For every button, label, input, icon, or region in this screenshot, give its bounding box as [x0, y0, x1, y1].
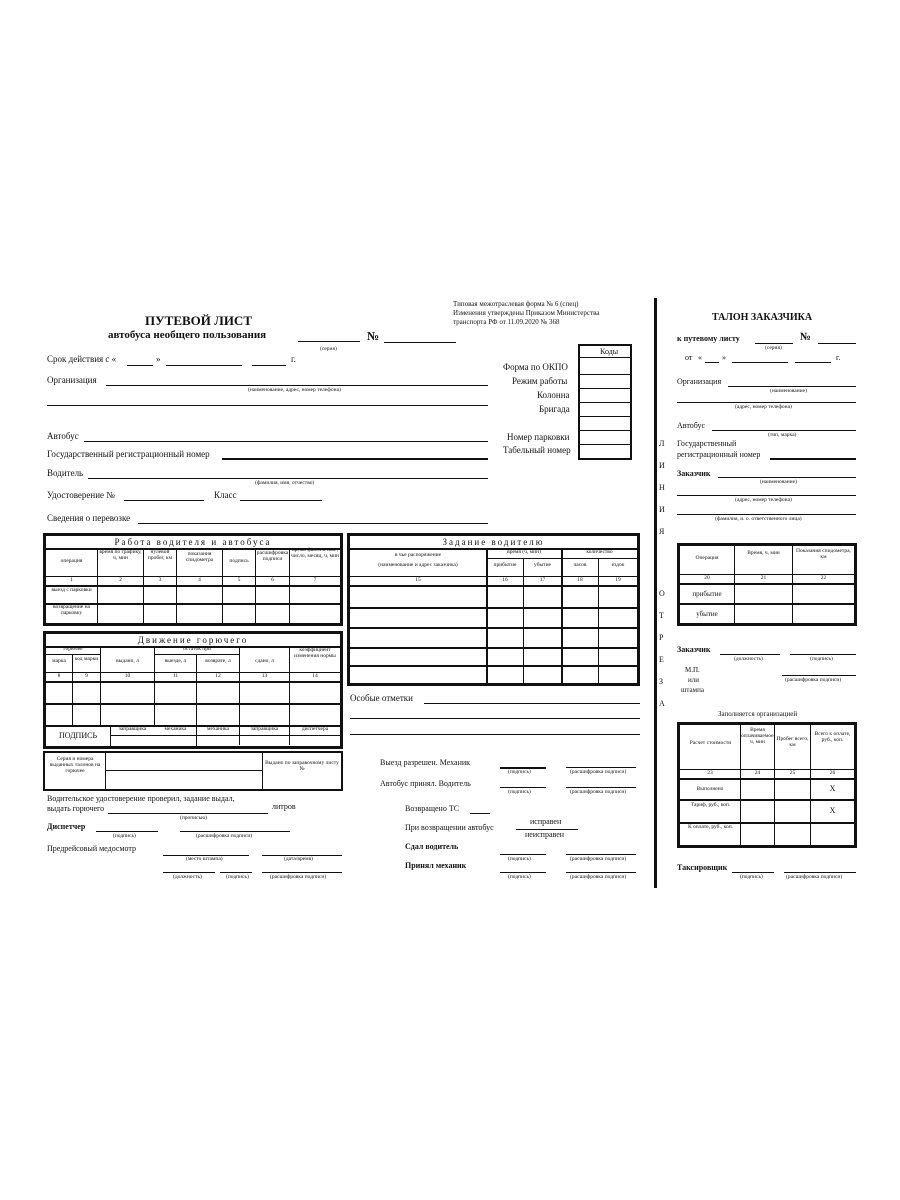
liters-label: литров — [272, 802, 296, 811]
talon-x-tariff: X — [829, 806, 836, 815]
check-text-2: выдать горючего — [47, 804, 105, 813]
talon-customer: Заказчик — [677, 469, 711, 478]
driver-line — [88, 478, 488, 479]
talon-calc-table — [677, 722, 857, 848]
page-subtitle: автобуса необщего пользования — [108, 329, 267, 341]
talon-taxer-sign-line — [732, 872, 774, 873]
codes-box — [578, 344, 632, 460]
talon-customer-name-hint: (наименование) — [760, 479, 797, 485]
talon-bus-hint: (тип, марка) — [768, 432, 797, 438]
talon-bus: Автобус — [677, 421, 706, 430]
cut-letter-5: Я — [659, 527, 665, 536]
medical-decrypt-hint: (расшифровка подписи) — [270, 874, 327, 880]
notes-line-3 — [350, 734, 640, 735]
transport-info-line — [138, 523, 488, 524]
check-text-1: Водительское удостоверение проверил, задание выдал, — [47, 794, 235, 803]
talon-customer-sign-line — [790, 654, 856, 655]
validity-day-line — [127, 365, 153, 366]
cut-letter-3: Н — [659, 483, 665, 492]
returned-line — [470, 813, 490, 814]
class-label: Класс — [214, 490, 237, 500]
talon-reg-line — [770, 458, 856, 460]
talon-decrypt-hint: (расшифровка подписи) — [785, 677, 842, 683]
task-col-time: время (ч, мин) — [507, 549, 541, 555]
work-row-return: возвращение на парковку — [52, 604, 91, 616]
talon-col-time: Время, ч, мин — [747, 550, 780, 556]
place-hint: (место штампа) — [186, 856, 223, 862]
talon-taxer-sign-hint: (подпись) — [740, 874, 763, 880]
talon-day-line — [705, 362, 719, 363]
bus-line — [84, 441, 488, 442]
talon-row-arrive: прибытие — [692, 590, 722, 598]
talon-reg-1: Государственный — [677, 439, 737, 448]
exit-sign-hint: (подпись) — [508, 769, 531, 775]
park-number-label: Номер парковки — [507, 432, 570, 442]
fuel-sign-fueler-1: заправщика — [118, 726, 147, 732]
reg-number-label: Государственный регистрационный номер — [47, 449, 210, 459]
dispatcher-sign-hint: (подпись) — [113, 833, 136, 839]
tab-number-label: Табельный номер — [503, 445, 571, 455]
fuel-num-10: 10 — [124, 673, 131, 679]
fuel-amount-line — [108, 813, 268, 814]
bus-accepted-label: Автобус принял. Водитель — [380, 779, 471, 788]
talon-num-20: 20 — [704, 575, 710, 581]
fuel-col-code: код марки — [74, 656, 99, 662]
task-col-count: количество — [586, 549, 613, 555]
talon-taxer: Таксировщик — [677, 863, 728, 872]
mechanic-decrypt-line — [566, 872, 636, 873]
task-col-trips: ездок — [611, 562, 625, 568]
talon-row-done: Выполнено — [696, 786, 724, 792]
license-label: Удостоверение № — [47, 490, 115, 500]
fuel-col-issued: выдано, л — [116, 658, 139, 664]
work-num-5: 5 — [237, 577, 241, 583]
talon-from: от — [685, 353, 693, 362]
dispatcher-decrypt-hint: (расшифровка подписи) — [196, 833, 253, 839]
work-num-2: 2 — [119, 577, 122, 583]
talon-col-speedo: Показания спидометра, км — [796, 548, 851, 560]
driver-label: Водитель — [47, 468, 84, 478]
exit-decrypt-hint: (расшифровка подписи) — [570, 769, 627, 775]
organization-line-2 — [47, 405, 488, 406]
talon-position-hint: (должность) — [734, 656, 763, 662]
work-col-actual: время фактическое, число, месяц, ч, мин — [290, 547, 339, 559]
talon-fio-line — [677, 514, 856, 515]
talon-title: ТАЛОН ЗАКАЗЧИКА — [712, 312, 813, 323]
task-table-title: Задание водителю — [442, 537, 545, 547]
dispatcher-sign-line — [96, 831, 158, 832]
task-num-19: 19 — [615, 577, 621, 583]
talon-year-line — [795, 362, 831, 363]
fuel-table-title: Движение горючего — [137, 635, 249, 645]
validity-year: г. — [291, 354, 296, 364]
okpo-label: Форма по ОКПО — [503, 362, 568, 372]
returned-label: Возвращено ТС — [405, 804, 460, 813]
series-hint: (серия) — [320, 346, 337, 352]
words-hint: (прописью) — [180, 815, 208, 821]
work-num-4: 4 — [198, 577, 201, 583]
work-col-odometer: показания спидометра — [185, 551, 214, 563]
work-table-title: Работа водителя и автобуса — [114, 537, 272, 547]
talon-num-21: 21 — [760, 575, 767, 581]
talon-year: г. — [836, 353, 841, 362]
medical-label: Предрейсовый медосмотр — [47, 844, 136, 853]
cut-letter-10: З — [659, 677, 664, 686]
talon-reg-2: регистрационный номер — [677, 450, 761, 459]
talon-customer-addr-hint: (адрес, номер телефона) — [735, 497, 792, 503]
work-table — [43, 533, 343, 626]
work-row-out: выезд с парковки — [51, 587, 92, 593]
medical-position-line — [163, 872, 215, 873]
task-col-depart: убытие — [534, 562, 551, 568]
work-num-3: 3 — [158, 577, 162, 583]
talon-name-hint: (наименование) — [770, 388, 807, 394]
position-hint: (должность) — [173, 874, 202, 880]
talon-row-pay: К оплате, руб., коп. — [687, 824, 734, 830]
talon-taxer-decrypt-line — [784, 872, 856, 873]
driver-hint: (фамилия, имя, отчество) — [255, 480, 315, 486]
talon-open-quote: « — [698, 353, 702, 362]
cut-letter-8: Р — [659, 633, 664, 642]
task-table — [347, 533, 640, 686]
talon-num-26: 26 — [829, 770, 836, 776]
task-num-15: 15 — [415, 577, 421, 583]
talon-sign-hint: (подпись) — [810, 656, 833, 662]
talon-num-25: 25 — [789, 770, 796, 776]
talon-col-total: Всего к оплате, руб., коп. — [814, 731, 851, 743]
accept-sign-hint: (подпись) — [508, 789, 531, 795]
form-note-2: Изменения утверждены Приказом Министерства — [453, 309, 600, 317]
notes-label: Особые отметки — [350, 693, 413, 703]
work-mode-label: Режим работы — [512, 376, 568, 386]
fuel-sign-label: ПОДПИСЬ — [58, 731, 98, 740]
fuel-col-given: сдано, л — [255, 658, 274, 664]
talon-ops-table — [677, 543, 857, 626]
class-line — [240, 500, 322, 501]
license-line — [124, 500, 204, 501]
accept-decrypt-line — [566, 787, 636, 788]
talon-customer-position-line — [720, 654, 780, 655]
talon-stamp: штампа — [681, 686, 704, 694]
talon-row-tariff: Тариф, руб., коп. — [690, 802, 731, 808]
fuel-num-13: 13 — [261, 673, 268, 679]
coupons-series-label: Серия и номера выданных талонов на горючее — [49, 756, 101, 774]
cut-letter-2: И — [659, 461, 665, 470]
handed-decrypt-hint: (расшифровка подписи) — [570, 856, 627, 862]
talon-or: или — [688, 676, 699, 684]
talon-customer-line-2 — [677, 495, 856, 496]
form-note-3: транспорта РФ от 11.09.2020 № 368 — [453, 318, 560, 326]
notes-line-2 — [350, 718, 640, 719]
mechanic-sign-hint: (подпись) — [508, 874, 531, 880]
dispatcher-label: Диспетчер — [47, 822, 86, 831]
fuel-col-brand: марка — [52, 658, 66, 664]
accept-decrypt-hint: (расшифровка подписи) — [570, 789, 627, 795]
talon-customer-line — [718, 477, 856, 478]
talon-row-depart: убытие — [696, 610, 718, 618]
handed-sign-hint: (подпись) — [508, 856, 531, 862]
talon-fio-hint: (фамилия, и. о. ответственного лица) — [715, 516, 802, 522]
fuel-num-9: 9 — [85, 673, 88, 679]
dispatcher-decrypt-line — [180, 831, 290, 832]
accept-sign-line — [500, 787, 546, 788]
task-num-16: 16 — [502, 577, 508, 583]
talon-num-24: 24 — [754, 770, 761, 776]
talon-series-line — [755, 343, 793, 344]
number-line — [384, 342, 456, 343]
fuel-col-out: выезде, л — [164, 658, 187, 664]
task-col-hours: часов — [573, 562, 587, 568]
fuel-col-coef: коэффициент изменения нормы — [294, 647, 336, 659]
talon-addr-hint: (адрес, номер телефона) — [735, 404, 792, 410]
cut-letter-9: Е — [659, 655, 664, 664]
series-line — [298, 341, 360, 342]
medical-sign-line — [220, 872, 252, 873]
work-num-6: 6 — [271, 577, 274, 583]
talon-filled-by: Заполняется организацией — [718, 710, 798, 718]
task-num-18: 18 — [577, 577, 583, 583]
work-num-7: 7 — [313, 577, 317, 583]
talon-month-line — [732, 362, 788, 363]
on-return-not-ok: неисправен — [525, 830, 565, 839]
talon-org-line-2 — [677, 402, 856, 403]
transport-info-label: Сведения о перевозке — [47, 513, 131, 523]
talon-x-done: X — [829, 784, 836, 793]
talon-taxer-decrypt-hint: (расшифровка подписи) — [786, 874, 843, 880]
fuel-col-remain: остаток при — [183, 646, 211, 652]
accepted-mechanic-label: Принял механик — [405, 861, 467, 870]
fuel-sign-mechanic-1: механика — [164, 726, 187, 732]
handed-driver-label: Сдал водитель — [405, 842, 459, 851]
page-title: ПУТЕВОЙ ЛИСТ — [145, 313, 252, 328]
talon-num-22: 22 — [820, 575, 827, 581]
talon-num-23: 23 — [707, 770, 713, 776]
work-col-zero: нулевой пробег, км — [147, 549, 173, 561]
column-label: Колонна — [537, 390, 570, 400]
medical-decrypt-line — [262, 872, 342, 873]
reg-number-line — [222, 458, 488, 460]
fuel-num-12: 12 — [215, 673, 221, 679]
fuel-num-14: 14 — [312, 673, 318, 679]
cut-line — [654, 298, 657, 888]
talon-number-line — [818, 343, 856, 344]
work-col-sign: подпись — [229, 558, 249, 564]
bus-label: Автобус — [47, 431, 79, 441]
fuel-table — [43, 631, 343, 749]
on-return-label: При возвращении автобус — [405, 823, 494, 832]
task-col-dispose: в чье распоряжение — [394, 552, 442, 558]
talon-col-calc: Расчет стоимости — [689, 740, 732, 746]
talon-customer2: Заказчик — [677, 645, 711, 654]
talon-col-paid-time: Время оплачиваемое, ч, мин — [741, 727, 775, 745]
fuel-num-8: 8 — [57, 673, 61, 679]
organization-label: Организация — [47, 375, 97, 385]
organization-hint: (наименование, адрес, номер телефона) — [248, 387, 341, 393]
work-num-1: 1 — [70, 577, 73, 583]
talon-number-sign: № — [800, 331, 812, 343]
cut-letter-4: И — [659, 505, 665, 514]
talon-bus-line — [712, 430, 856, 431]
exit-allowed-label: Выезд разрешен. Механик — [380, 758, 471, 767]
fuel-col-in: возврате, л — [205, 658, 231, 664]
on-return-ok: исправен — [530, 817, 562, 826]
talon-to-sheet: к путевому листу — [677, 334, 740, 343]
validity-year-line — [252, 365, 286, 366]
fuel-sign-mechanic-2: механика — [207, 726, 229, 732]
task-col-dispose-hint: (наименование и адрес заказчика) — [378, 562, 458, 568]
talon-col-op: Операция — [695, 555, 719, 561]
notes-line-1 — [424, 703, 640, 704]
cut-letter-7: Т — [659, 611, 664, 620]
talon-series-hint: (серия) — [765, 345, 782, 351]
handed-decrypt-line — [566, 854, 636, 855]
handed-sign-line — [500, 854, 546, 855]
work-col-decrypt: расшифровка подписи — [256, 550, 289, 562]
number-sign: № — [367, 329, 380, 343]
organization-line — [106, 385, 488, 386]
date-hint: (дата/время) — [284, 856, 313, 862]
task-num-17: 17 — [539, 577, 546, 583]
talon-col-mileage: Пробег всего, км — [776, 736, 809, 748]
talon-mp: М.П. — [685, 666, 700, 674]
work-col-schedule: время по графику, ч, мин — [99, 549, 142, 561]
fuel-col-fuel: горючее — [63, 646, 83, 652]
fuel-sign-fueler-2: заправщика — [250, 726, 279, 732]
codes-header: Коды — [600, 347, 619, 356]
coupons-issued-label: Выдано по заправочному листу № — [265, 760, 339, 772]
validity-label: Срок действия с « — [47, 354, 117, 364]
talon-decrypt-line — [782, 675, 856, 676]
cut-letter-6: О — [659, 589, 665, 598]
form-note-1: Типовая межотраслевая форма № 6 (спец) — [453, 300, 579, 308]
talon-organization: Организация — [677, 377, 722, 386]
cut-letter-1: Л — [659, 439, 665, 448]
coupons-box — [43, 751, 343, 791]
mechanic-decrypt-hint: (расшифровка подписи) — [570, 874, 627, 880]
fuel-sign-dispatcher: диспетчера — [301, 726, 329, 732]
mechanic-sign-line — [500, 872, 546, 873]
fuel-num-11: 11 — [172, 673, 179, 679]
exit-decrypt-line — [566, 767, 636, 768]
cut-letter-11: А — [659, 699, 665, 708]
work-col-operation: операция — [60, 558, 83, 564]
medical-sign-hint: (подпись) — [226, 874, 249, 880]
task-col-arrive: прибытие — [493, 562, 517, 568]
brigade-label: Бригада — [539, 404, 570, 414]
talon-close-quote: » — [722, 353, 726, 362]
talon-org-line — [728, 386, 856, 387]
validity-month-line — [166, 365, 242, 366]
